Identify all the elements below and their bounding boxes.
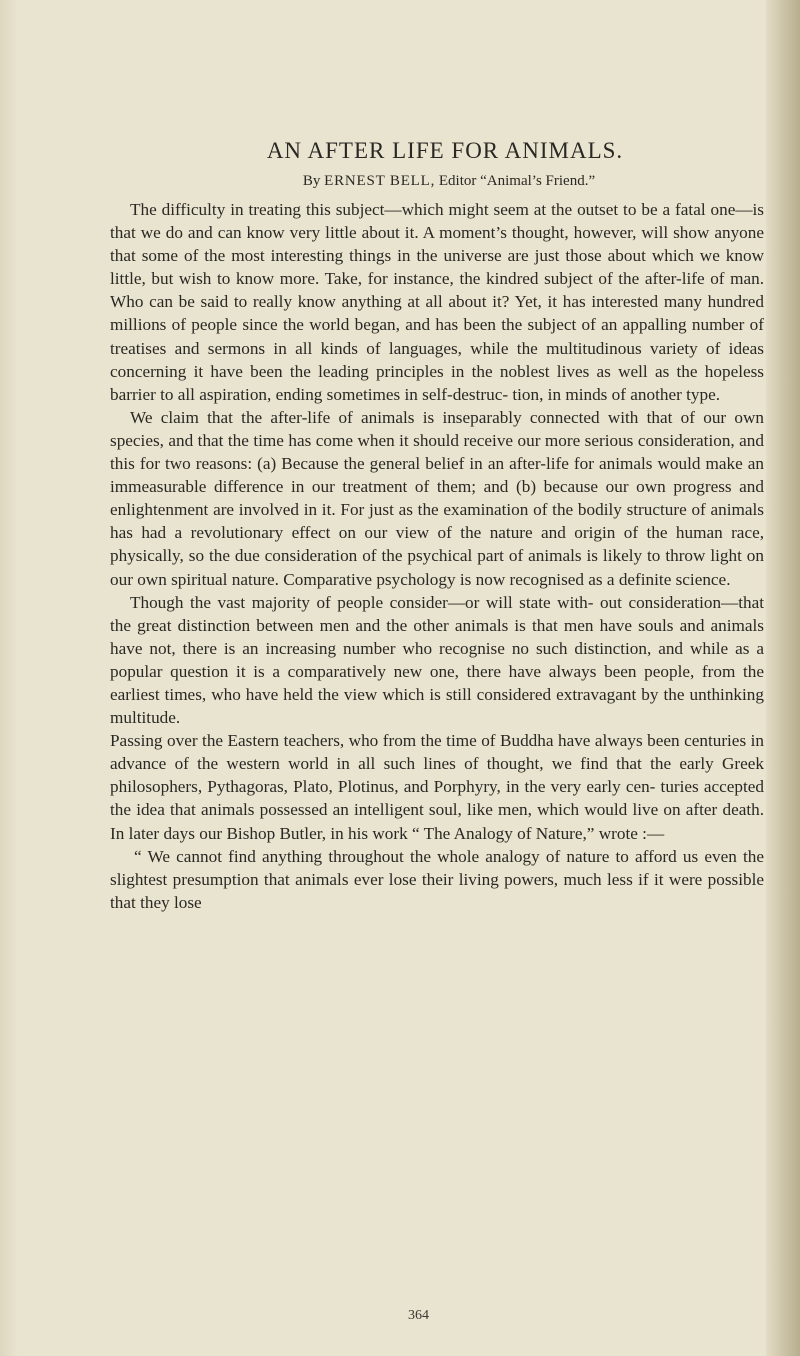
paragraph-1: The difficulty in treating this subject—which might seem at the outset to be a fatal one—is that we do and can know very little about it. A moment’s thought, however, will show anyone that some of the most interesting things in the universe are just those about which we know little, but wish to know more. Take, for instance, the kindred subject of the after-life of man. Who can be said to really know anything at all about it? Yet, it has interested many hundred millions of people since the world began, and has been the subject of an appalling number of treatises and sermons in all kinds of languages, while the multitudinous variety of ideas concerning it have been the leading principles in the noblest lives as well as the hopeless barrier to all aspiration, ending sometimes in self-destruc- tion, in minds of another type. xyxy=(110,200,764,404)
page-number: 364 xyxy=(408,1308,429,1323)
quotation-paragraph: “ We cannot find anything throughout the whole analogy of nature to afford us even the slightest presumption that animals ever lose their living powers, much less if it were possible that they lose xyxy=(110,846,764,912)
article xyxy=(110,138,764,914)
page-left-shade xyxy=(0,0,18,1356)
author-role: Editor “Animal’s Friend.” xyxy=(438,173,596,189)
author-name: ERNEST BELL, xyxy=(324,173,436,189)
paragraph-4: Passing over the Eastern teachers, who from the time of Buddha have always been centuries in advance of the western world in all such lines of thought, we find that the early Greek philosophers, Pythagoras, Plato, Plotinus, and Porphyry, in the very early cen- turies accepted the idea that animals possessed an intelligent soul, like men, which would live on after death. In later days our Bishop Butler, in his work “ The Analogy of Nature,” wrote :— xyxy=(110,731,764,843)
paragraph-2: We claim that the after-life of animals is inseparably connected with that of our own species, and that the time has come when it should receive our more serious consideration, and this for two reasons: (a) Because the general belief in an after-life for animals would make an immeasurable difference in our treatment of them; and (b) because our own progress and enlightenment are involved in it. For just as the examination of the bodily structure of animals has had a revolutionary effect on our view of the nature and origin of the human race, physically, so the due consideration of the psychical part of animals is likely to throw light on our own spiritual nature. Comparative psychology is now recognised as a definite science. xyxy=(110,407,764,589)
article-title: AN AFTER LIFE FOR ANIMALS. xyxy=(266,138,624,163)
byline xyxy=(110,173,764,190)
page-right-edge xyxy=(766,0,800,1356)
byline-prefix: By xyxy=(302,173,321,189)
paragraph-3: Though the vast majority of people consider—or will state with- out consideration—that the great distinction between men and the other animals is that men have souls and animals have not, there is an increasing number who recognise no such distinction, and while as a popular question it is a comparatively new one, there have always been people, from the earliest times, who have held the view which is still considered extravagant by the unthinking multitude. xyxy=(110,592,764,728)
